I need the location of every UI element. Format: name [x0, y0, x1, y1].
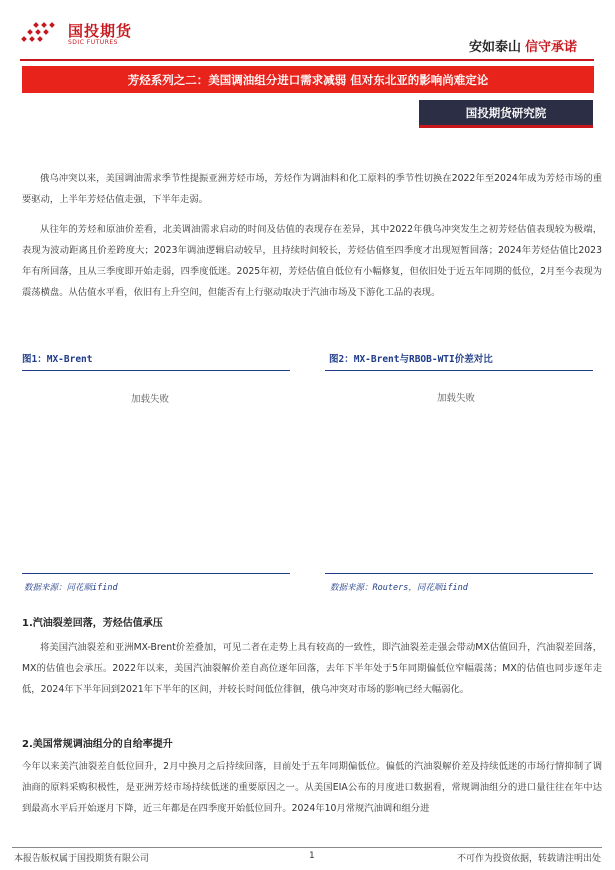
- header-divider: [20, 59, 594, 61]
- slogan-part-1: 安如泰山: [468, 40, 521, 55]
- company-logo: [20, 19, 155, 51]
- intro-paragraph-1: 俄乌冲突以来，美国调油需求季节性提振亚洲芳烃市场，芳烃作为调油料和化工原料的季节性切换在2022年至2024年成为芳烃市场的重要驱动，上半年芳烃估值走强，下半年走弱。: [22, 173, 602, 205]
- section-1-heading: 1.汽油裂差回落，芳烃估值承压: [22, 618, 163, 629]
- slogan-part-2: 信守承诺: [524, 40, 577, 55]
- intro-paragraph-2: 从往年的芳烃和原油价差看，北美调油需求启动的时间及估值的表现存在差异，其中2022年俄乌冲突发生之初芳烃估值表现较为极端，表现为波动距离且价差跨度大；2023年调油逻辑启动较早，且持续时间较长，芳烃估值至四季度才出现短暂回落；2024年芳烃估值比2023年有所回落，且从三季度即开始走弱，四季度低迷。2025年初，芳烃估值自低位有小幅修复，但依旧处于近五年同期的低位，2月至今表现为震荡横盘。从估值水平看，依旧有上升空间，但能否有上行驱动取决于汽油市场及下游化工品的表现。: [22, 224, 602, 298]
- footer-copyright: 本报告版权属于国投期货有限公司: [14, 854, 150, 864]
- report-title: 芳烃系列之二：美国调油组分进口需求减弱 但对东北亚的影响尚难定论: [22, 66, 594, 93]
- figure-1-top-rule: [22, 370, 290, 371]
- department-badge: 国投期货研究院: [419, 100, 593, 128]
- figure-2-bottom-rule: [325, 573, 593, 574]
- page-number: 1: [309, 851, 315, 861]
- logo-mark-icon: [20, 21, 58, 47]
- footer-divider: [12, 847, 602, 848]
- footer-disclaimer: 不可作为投资依据，转载请注明出处: [456, 854, 601, 864]
- figure-1-bottom-rule: [22, 573, 290, 574]
- figure-1-source: 数据来源：同花顺ifind: [24, 583, 118, 593]
- section-2-paragraph: 今年以来美汽油裂差自低位回升，2月中换月之后持续回落，目前处于五年同期偏低位。偏低的汽油裂解价差及持续低迷的市场行情抑制了调油商的原料采购积极性，是亚洲芳烃市场持续低迷的重要原因之一。从美国EIA公布的月度进口数据看，常规调油组分的进口量往往在年中达到最高水平后开始逐月下降，近三年都是在四季度开始低位回升。2024年10月常规汽油调和组分进: [22, 761, 602, 814]
- section-2-heading: 2.美国常规调油组分的自给率提升: [22, 739, 173, 750]
- logo-chinese-name: 国投期货: [68, 22, 133, 40]
- figure-2-image-placeholder: 加载失败: [437, 393, 476, 404]
- section-1-paragraph: 将美国汽油裂差和亚洲MX-Brent价差叠加，可见二者在走势上具有较高的一致性，即汽油裂差走强会带动MX估值回升，汽油裂差回落，MX的估值也会承压。2022年以来，美国汽油裂解价差自高位逐年回落，去年下半年处于5年同期偏低位窄幅震荡；MX的估值也同步逐年走低，2024年下半年回到2021年下半年的区间，并较长时间低位徘徊，俄乌冲突对市场的影响已经大幅弱化。: [22, 642, 602, 695]
- figure-1-image-placeholder: 加载失败: [131, 394, 170, 405]
- figure-1-title: 图1：MX-Brent: [22, 354, 93, 365]
- figure-2-title: 图2：MX-Brent与RBOB-WTI价差对比: [329, 354, 493, 365]
- figure-2-top-rule: [325, 370, 593, 371]
- logo-english-name: SDIC FUTURES: [68, 39, 118, 46]
- figure-2-source: 数据来源：Routers，同花顺ifind: [330, 583, 468, 593]
- slogan: [469, 36, 577, 55]
